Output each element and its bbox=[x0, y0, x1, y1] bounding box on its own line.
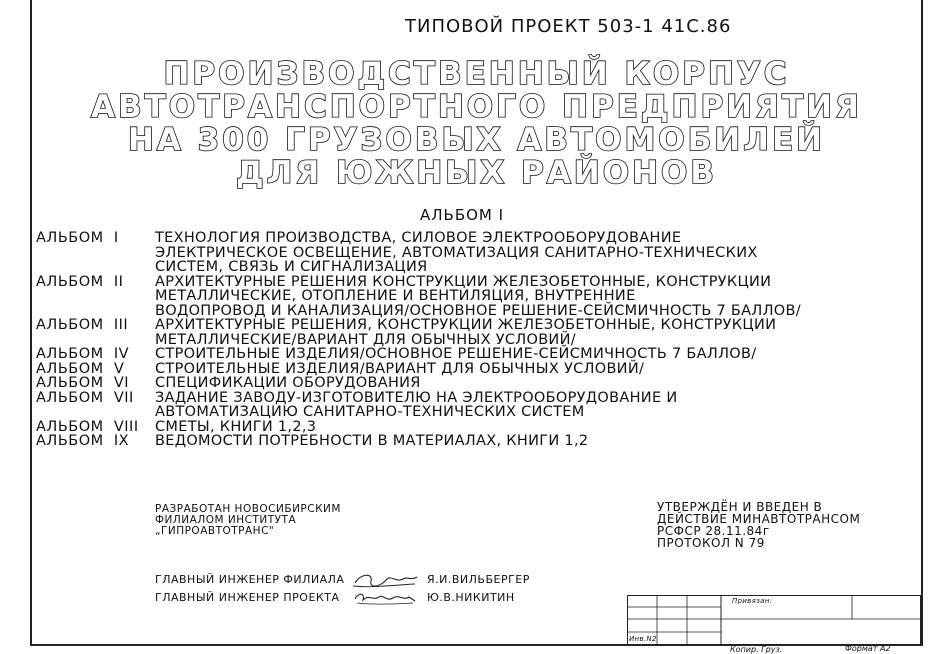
album-description bbox=[155, 275, 916, 319]
album-description bbox=[155, 318, 916, 347]
title-line: АВТОТРАНСПОРТНОГО ПРЕДПРИЯТИЯ bbox=[91, 89, 862, 125]
album-description bbox=[155, 391, 916, 420]
album-entry bbox=[36, 318, 916, 347]
album-number: АЛЬБОМ VI bbox=[36, 375, 130, 391]
album-line: МЕТАЛЛИЧЕСКИЕ/ВАРИАНТ ДЛЯ ОБЫЧНЫХ УСЛОВИЙ/ bbox=[155, 331, 576, 348]
album-line: ТЕХНОЛОГИЯ ПРОИЗВОДСТВА, СИЛОВОЕ ЭЛЕКТРООБОРУДОВАНИЕ bbox=[155, 230, 682, 246]
approval-line: ДЕЙСТВИЕ МИНАВТОТРАНСОМ bbox=[657, 512, 861, 526]
album-line: АРХИТЕКТУРНЫЕ РЕШЕНИЯ, КОНСТРУКЦИИ ЖЕЛЕЗОБЕТОННЫЕ, КОНСТРУКЦИИ bbox=[155, 317, 777, 333]
album-entry bbox=[36, 362, 916, 377]
album-entry bbox=[36, 347, 916, 362]
album-line: СТРОИТЕЛЬНЫЕ ИЗДЕЛИЯ/ВАРИАНТ ДЛЯ ОБЫЧНЫХ УСЛОВИЙ/ bbox=[155, 360, 645, 377]
document-title bbox=[30, 58, 923, 190]
title-line: ПРОИЗВОДСТВЕННЫЙ КОРПУС bbox=[163, 56, 790, 92]
developer-line: ФИЛИАЛОМ ИНСТИТУТА bbox=[155, 514, 297, 526]
format-label: Формат А2 bbox=[845, 644, 891, 653]
album-line: АВТОМАТИЗАЦИЮ САНИТАРНО-ТЕХНИЧЕСКИХ СИСТЕМ bbox=[155, 404, 585, 420]
album-entry bbox=[36, 391, 916, 420]
album-number: АЛЬБОМ VIII bbox=[36, 418, 139, 435]
album-number: АЛЬБОМ I bbox=[36, 230, 119, 246]
developer-line: „ГИПРОАВТОТРАНС" bbox=[155, 525, 275, 537]
album-line: ВЕДОМОСТИ ПОТРЕБНОСТИ В МАТЕРИАЛАХ, КНИГИ 1,2 bbox=[155, 433, 589, 449]
approval-line: УТВЕРЖДЁН И ВВЕДЕН В bbox=[657, 500, 823, 514]
album-line: ЗАДАНИЕ ЗАВОДУ-ИЗГОТОВИТЕЛЮ НА ЭЛЕКТРООБОРУДОВАНИЕ И bbox=[155, 389, 678, 406]
title-line: НА 300 ГРУЗОВЫХ АВТОМОБИЛЕЙ bbox=[127, 122, 826, 158]
album-list bbox=[36, 231, 916, 449]
album-number: АЛЬБОМ II bbox=[36, 273, 124, 290]
album-description bbox=[155, 376, 916, 391]
album-line: ВОДОПРОВОД И КАНАЛИЗАЦИЯ/ОСНОВНОЕ РЕШЕНИЕ-СЕЙСМИЧНОСТЬ 7 БАЛЛОВ/ bbox=[155, 302, 801, 319]
album-number: АЛЬБОМ IV bbox=[36, 346, 130, 362]
copy-label: Копир. Груз. bbox=[730, 645, 783, 654]
album-entry bbox=[36, 275, 916, 319]
album-description bbox=[155, 231, 916, 275]
album-entry bbox=[36, 420, 916, 435]
album-entry bbox=[36, 231, 916, 275]
stamp-grid bbox=[627, 595, 921, 645]
handwritten-signature bbox=[351, 589, 421, 607]
title-line: ДЛЯ ЮЖНЫХ РАЙОНОВ bbox=[235, 155, 718, 191]
album-line: СПЕЦИФИКАЦИИ ОБОРУДОВАНИЯ bbox=[155, 375, 421, 391]
album-line: СТРОИТЕЛЬНЫЕ ИЗДЕЛИЯ/ОСНОВНОЕ РЕШЕНИЕ-СЕЙСМИЧНОСТЬ 7 БАЛЛОВ/ bbox=[155, 346, 757, 362]
album-line: МЕТАЛЛИЧЕСКИЕ, ОТОПЛЕНИЕ И ВЕНТИЛЯЦИЯ, ВНУТРЕННИЕ bbox=[155, 288, 636, 304]
project-code: ТИПОВОЙ ПРОЕКТ 503-1 41С.86 bbox=[405, 16, 732, 37]
signatory-name: Ю.В.НИКИТИН bbox=[427, 591, 515, 604]
album-number: АЛЬБОМ VII bbox=[36, 389, 134, 406]
inventory-label: Инв.N2 bbox=[629, 635, 657, 643]
signature-block bbox=[155, 571, 530, 607]
album-description bbox=[155, 420, 916, 435]
developer-block bbox=[155, 504, 341, 537]
attached-label: Привязан: bbox=[732, 597, 773, 605]
album-heading: АЛЬБОМ I bbox=[420, 206, 505, 224]
album-number: АЛЬБОМ IX bbox=[36, 433, 130, 449]
album-line: ЭЛЕКТРИЧЕСКОЕ ОСВЕЩЕНИЕ, АВТОМАТИЗАЦИЯ САНИТАРНО-ТЕХНИЧЕСКИХ bbox=[155, 244, 758, 261]
album-description bbox=[155, 434, 916, 449]
album-description bbox=[155, 347, 916, 362]
approval-line: РСФСР 28.11.84г bbox=[657, 524, 770, 538]
signature-row bbox=[155, 571, 530, 589]
approval-line: ПРОТОКОЛ N 79 bbox=[657, 536, 765, 550]
signature-row bbox=[155, 589, 530, 607]
signatory-role: ГЛАВНЫЙ ИНЖЕНЕР ПРОЕКТА bbox=[155, 591, 340, 604]
album-entry bbox=[36, 376, 916, 391]
album-line: СИСТЕМ, СВЯЗЬ И СИГНАЛИЗАЦИЯ bbox=[155, 259, 428, 275]
title-block-stamp bbox=[627, 595, 921, 645]
approval-block bbox=[657, 501, 860, 549]
album-entry bbox=[36, 434, 916, 449]
developer-line: РАЗРАБОТАН НОВОСИБИРСКИМ bbox=[155, 503, 341, 515]
album-number: АЛЬБОМ V bbox=[36, 360, 125, 377]
signatory-name: Я.И.ВИЛЬБЕРГЕР bbox=[427, 573, 530, 586]
album-line: АРХИТЕКТУРНЫЕ РЕШЕНИЯ КОНСТРУКЦИИ ЖЕЛЕЗОБЕТОННЫЕ, КОНСТРУКЦИИ bbox=[155, 273, 772, 290]
handwritten-signature bbox=[351, 571, 421, 589]
signatory-role: ГЛАВНЫЙ ИНЖЕНЕР ФИЛИАЛА bbox=[155, 573, 345, 586]
album-number: АЛЬБОМ III bbox=[36, 317, 129, 333]
album-description bbox=[155, 362, 916, 377]
album-line: СМЕТЫ, КНИГИ 1,2,3 bbox=[155, 418, 317, 435]
